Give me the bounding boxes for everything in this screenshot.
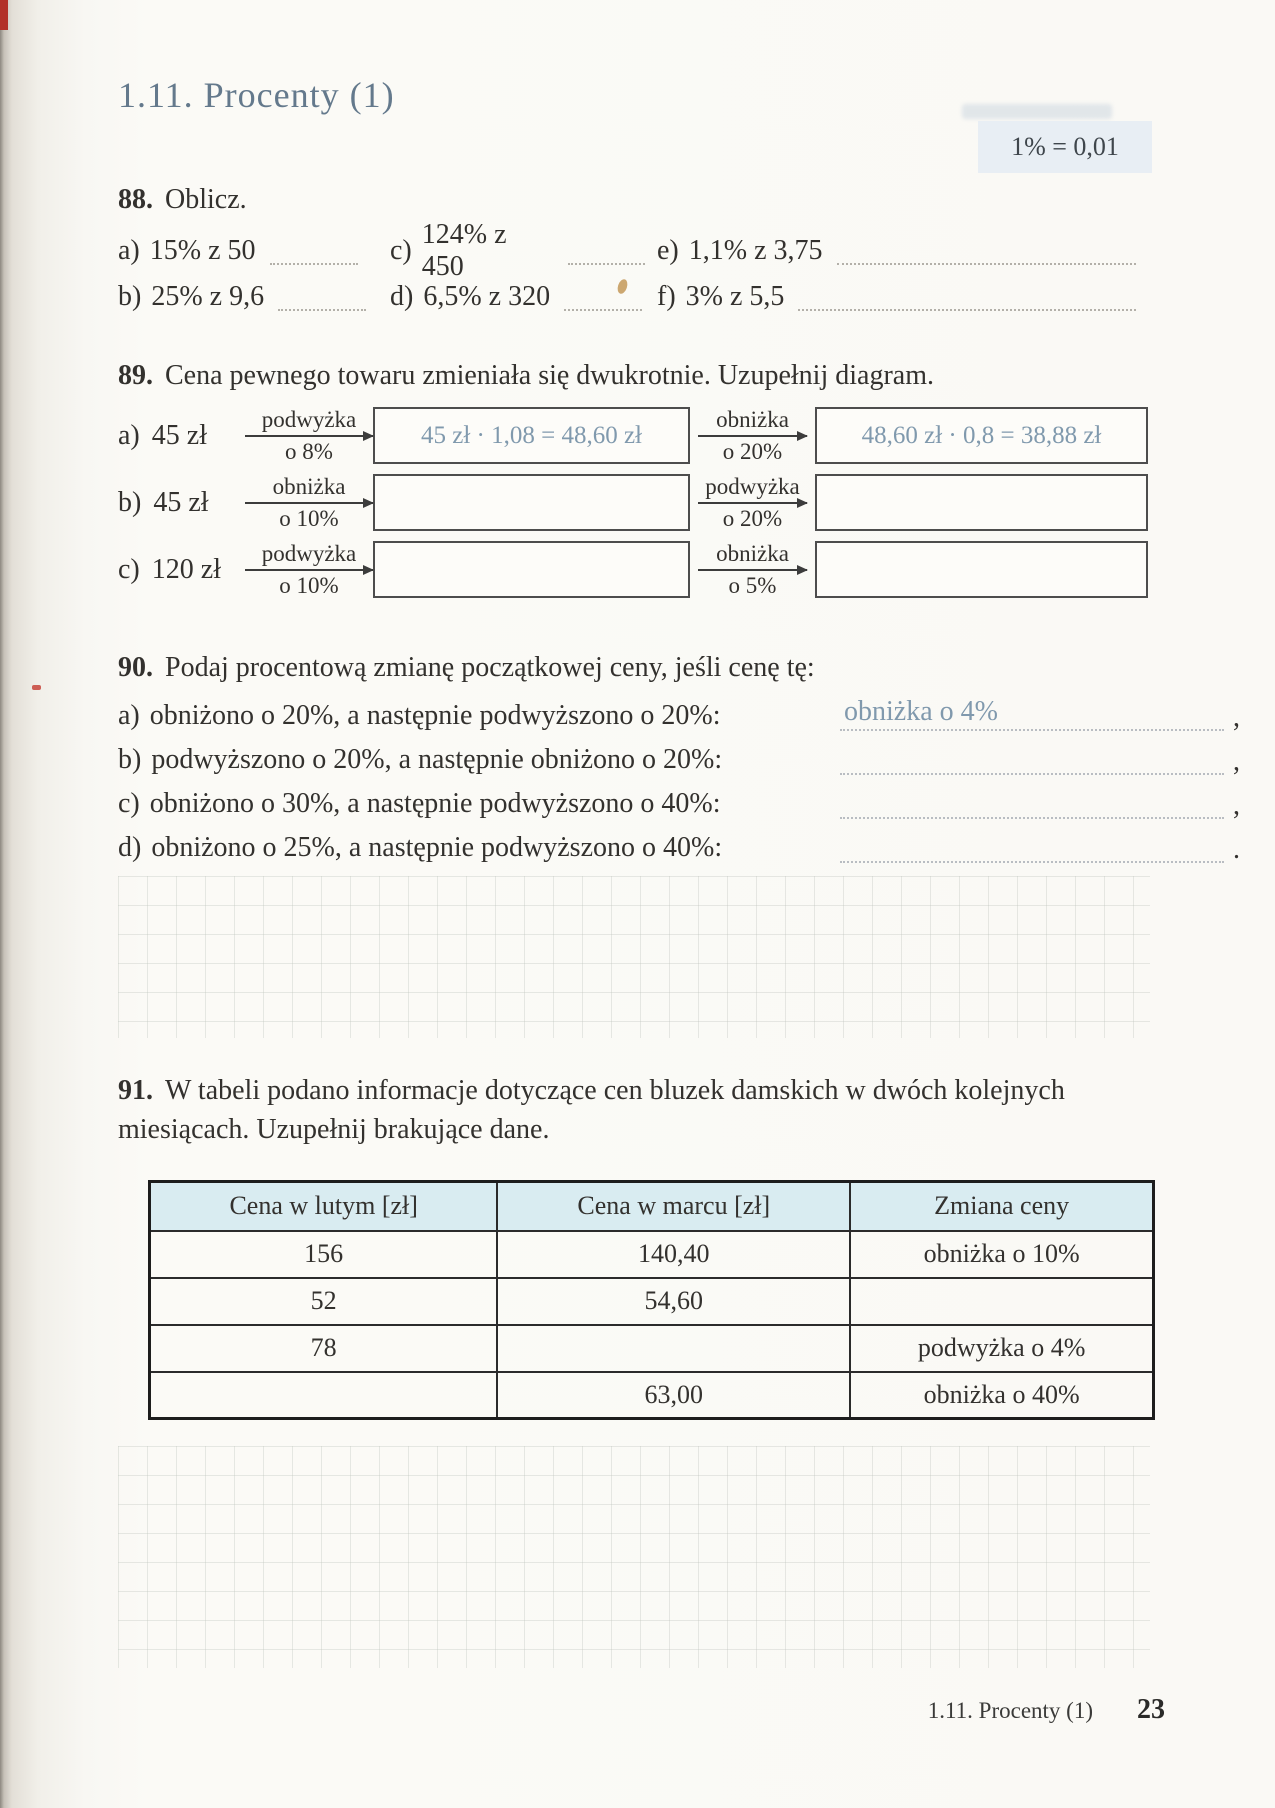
prices-table <box>148 1180 1155 1420</box>
table-row <box>150 1325 1154 1372</box>
exercise-89-instruction: Cena pewnego towaru zmieniała się dwukrotnie. Uzupełnij diagram. <box>165 360 934 391</box>
exercise-91 <box>118 1072 1158 1149</box>
page-number: 23 <box>1137 1694 1165 1725</box>
right-arrow-icon <box>698 569 807 571</box>
page-footer <box>700 1694 1165 1726</box>
answer-line[interactable] <box>278 309 366 311</box>
item-label: a) <box>118 700 140 732</box>
arrow-label-top: obniżka <box>716 407 789 433</box>
table-cell: obniżka o 10% <box>850 1231 1153 1278</box>
answer-line[interactable] <box>837 263 1136 265</box>
arrow-decrease <box>690 541 815 599</box>
diagram-box-filled <box>373 407 690 464</box>
start-price: 45 zł <box>151 419 207 451</box>
item-label: a) <box>118 235 140 267</box>
answer-line[interactable] <box>840 827 1224 863</box>
punctuation: , <box>1233 790 1240 822</box>
answer-text: obniżka o 4% <box>844 696 998 728</box>
column-header: Zmiana ceny <box>850 1182 1153 1231</box>
item-label: c) <box>118 788 140 820</box>
ex90-item-c <box>118 782 1240 826</box>
start-price: 45 zł <box>153 486 209 518</box>
page-title: 1.11. Procenty (1) <box>118 75 395 115</box>
diagram-box-empty[interactable] <box>373 541 690 598</box>
arrow-label-bottom: o 20% <box>722 505 783 531</box>
answer-line[interactable] <box>840 783 1224 819</box>
exercise-90-heading <box>118 650 1240 686</box>
item-label: f) <box>657 281 676 313</box>
exercise-88 <box>118 182 1148 320</box>
exercise-88-items <box>118 219 1148 320</box>
box-answer-text: 48,60 zł · 0,8 = 38,88 zł <box>861 421 1102 449</box>
ex88-item-b <box>118 274 390 320</box>
item-label: d) <box>118 832 142 864</box>
exercise-88-heading <box>118 182 1148 218</box>
arrow-decrease <box>690 407 815 465</box>
answer-line[interactable] <box>840 695 1224 731</box>
column-header: Cena w marcu [zł] <box>497 1182 850 1231</box>
arrow-label-top: obniżka <box>716 541 789 567</box>
answer-line[interactable] <box>568 263 645 265</box>
right-arrow-icon <box>245 435 373 437</box>
item-text: obniżono o 30%, a następnie podwyższono o 40%: <box>149 788 721 820</box>
item-text: 6,5% z 320 <box>423 281 551 313</box>
diagram-row-b <box>118 474 1148 531</box>
diagram-box-empty[interactable] <box>815 541 1148 598</box>
item-label: e) <box>657 235 679 267</box>
answer-line[interactable] <box>840 739 1224 775</box>
punctuation: . <box>1233 834 1240 866</box>
arrow-label-bottom: o 10% <box>279 572 339 598</box>
arrow-increase <box>245 541 373 599</box>
scan-artifact-smudge <box>962 104 1112 119</box>
exercise-91-number: 91. <box>118 1075 153 1106</box>
table-header-row <box>150 1182 1154 1231</box>
exercise-91-heading <box>118 1072 1158 1149</box>
ex90-item-b <box>118 738 1240 782</box>
diagram-row-c <box>118 541 1148 598</box>
right-arrow-icon <box>245 569 373 571</box>
item-label: b) <box>118 281 142 313</box>
arrow-label-top: podwyżka <box>261 541 357 567</box>
item-text: 1,1% z 3,75 <box>688 235 823 267</box>
diagram-box-empty[interactable] <box>373 474 690 531</box>
right-arrow-icon <box>698 502 807 504</box>
table-cell: 52 <box>150 1278 498 1325</box>
start-price: 120 zł <box>151 553 221 585</box>
exercise-89-number: 89. <box>118 360 153 391</box>
row-label: a) <box>118 419 140 451</box>
item-text: obniżono o 20%, a następnie podwyższono o 20%: <box>149 700 721 732</box>
punctuation: , <box>1233 702 1240 734</box>
exercise-91-instruction: W tabeli podano informacje dotyczące cen bluzek damskich w dwóch kolejnych miesiącach. Uzupełnij brakujące dane. <box>118 1075 1065 1145</box>
table-cell: podwyżka o 4% <box>850 1325 1153 1372</box>
column-header: Cena w lutym [zł] <box>150 1182 498 1231</box>
ex88-item-c <box>390 219 657 283</box>
table-cell: 140,40 <box>497 1231 850 1278</box>
exercise-90-number: 90. <box>118 652 153 683</box>
arrow-decrease <box>245 474 373 532</box>
answer-line[interactable] <box>564 309 642 311</box>
answer-line[interactable] <box>798 309 1136 311</box>
scan-artifact-red-strip <box>0 0 8 30</box>
footer-section-title: 1.11. Procenty (1) <box>927 1698 1093 1723</box>
ex90-item-d <box>118 826 1240 870</box>
table-row <box>150 1372 1154 1419</box>
item-label: d) <box>390 281 414 313</box>
ex88-item-f <box>657 274 1148 320</box>
box-answer-text: 45 zł · 1,08 = 48,60 zł <box>420 421 642 449</box>
table-cell: 156 <box>150 1231 498 1278</box>
exercise-90-items <box>118 694 1240 870</box>
item-text: 3% z 5,5 <box>685 281 785 313</box>
right-arrow-icon <box>245 502 373 504</box>
right-arrow-icon <box>698 435 807 437</box>
table-cell-empty[interactable] <box>150 1372 498 1419</box>
table-cell: obniżka o 40% <box>850 1372 1153 1419</box>
diagram-row-a <box>118 407 1148 464</box>
exercise-89-heading <box>118 358 1148 394</box>
ex88-item-a <box>118 228 390 274</box>
formula-highlight-box <box>978 121 1152 173</box>
exercise-90 <box>118 650 1240 870</box>
diagram-box-empty[interactable] <box>815 474 1148 531</box>
table-cell-empty[interactable] <box>850 1278 1153 1325</box>
item-text: 124% z 450 <box>421 219 507 283</box>
arrow-label-top: podwyżka <box>705 474 800 500</box>
exercise-90-instruction: Podaj procentową zmianę początkowej ceny, jeśli cenę tę: <box>165 652 815 683</box>
row-label: b) <box>118 486 142 518</box>
exercise-89 <box>118 358 1148 608</box>
table-row <box>150 1278 1154 1325</box>
arrow-label-top: obniżka <box>272 474 346 500</box>
table-cell: 63,00 <box>497 1372 850 1419</box>
graph-paper-area <box>118 876 1150 1038</box>
table-cell: 54,60 <box>497 1278 850 1325</box>
exercise-88-number: 88. <box>118 184 153 215</box>
item-text: 15% z 50 <box>149 235 256 267</box>
arrow-increase <box>245 407 373 465</box>
exercise-89-diagram <box>118 407 1148 598</box>
table-row <box>150 1231 1154 1278</box>
row-label: c) <box>118 553 140 585</box>
arrow-label-top: podwyżka <box>261 407 357 433</box>
item-label: c) <box>390 235 412 267</box>
answer-line[interactable] <box>270 263 358 265</box>
table-cell: 78 <box>150 1325 498 1372</box>
arrow-increase <box>690 474 815 532</box>
scan-artifact-red-dash <box>32 685 41 690</box>
arrow-label-bottom: o 5% <box>728 572 777 598</box>
item-text: podwyższono o 20%, a następnie obniżono o 20%: <box>151 744 723 776</box>
item-text: 25% z 9,6 <box>151 281 265 313</box>
item-label: b) <box>118 744 142 776</box>
arrow-label-bottom: o 8% <box>285 438 333 464</box>
item-text: obniżono o 25%, a następnie podwyższono o 40%: <box>151 832 723 864</box>
arrow-label-bottom: o 20% <box>722 438 783 464</box>
formula-text: 1% = 0,01 <box>1011 132 1119 161</box>
ex90-item-a <box>118 694 1240 738</box>
exercise-88-instruction: Oblicz. <box>165 184 247 215</box>
diagram-box-filled <box>815 407 1148 464</box>
ex88-item-d <box>390 274 657 320</box>
table-cell-empty[interactable] <box>497 1325 850 1372</box>
graph-paper-area <box>118 1446 1150 1668</box>
arrow-label-bottom: o 10% <box>279 505 339 531</box>
ex88-item-e <box>657 228 1148 274</box>
punctuation: , <box>1233 746 1240 778</box>
